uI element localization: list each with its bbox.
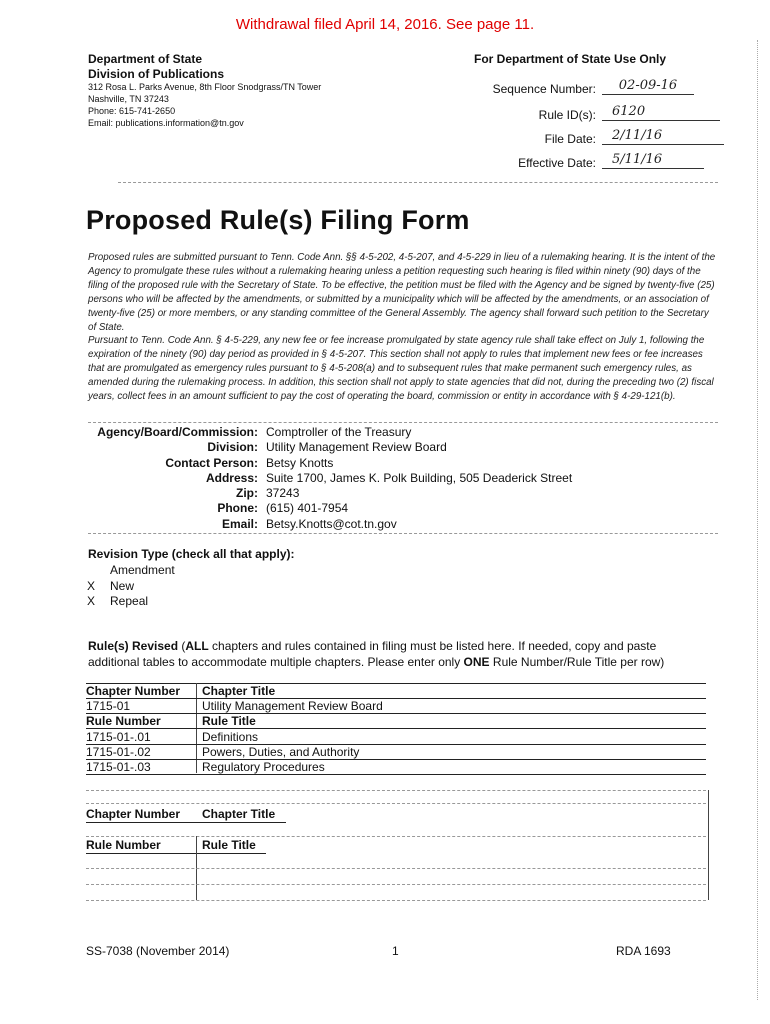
- office-division: Division of Publications: [88, 67, 225, 81]
- table1-row-border: [86, 759, 706, 760]
- table1-rule-title-header: Rule Title: [202, 714, 256, 728]
- office-city: Nashville, TN 37243: [88, 94, 169, 104]
- table1-rule-number-header: Rule Number: [86, 714, 161, 728]
- file-date-value: 2/11/16: [602, 128, 724, 145]
- table2-row-border: [86, 822, 286, 823]
- revision-new-label: New: [110, 579, 135, 593]
- table2-chapter-number-header: Chapter Number: [86, 807, 181, 821]
- agency-bottom-rule: [88, 533, 718, 534]
- rules-revised-one: ONE: [463, 655, 490, 669]
- rules-revised-heading: Rule(s) Revised (ALL chapters and rules contained in filing must be listed here. If needed, copy and paste additional tables to accommodate multiple chapters. Please enter only ONE Rule Number/Rule Title per row): [88, 639, 665, 669]
- division-label: Division:: [207, 440, 258, 454]
- table1-chapter-title-header: Chapter Title: [202, 684, 276, 698]
- zip-label: Zip:: [236, 486, 258, 500]
- office-email: Email: publications.information@tn.gov: [88, 118, 244, 128]
- contact-value: Betsy Knotts: [266, 456, 334, 470]
- contact-label: Contact Person:: [165, 456, 258, 470]
- effective-date-value: 5/11/16: [602, 152, 704, 169]
- table2-right-border: [708, 790, 709, 900]
- email-label: Email:: [221, 517, 258, 531]
- address-value: Suite 1700, James K. Polk Building, 505 Deaderick Street: [266, 471, 573, 485]
- rules-revised-text-2: additional tables to accommodate multiple chapters. Please enter only: [88, 655, 464, 669]
- use-only-title: For Department of State Use Only: [474, 52, 667, 66]
- effective-date-label: Effective Date:: [518, 156, 596, 170]
- phone-label: Phone:: [217, 501, 258, 515]
- table2-row-border: [86, 868, 706, 869]
- revision-new-mark[interactable]: X: [86, 579, 95, 593]
- table1-rule-title: Definitions: [202, 730, 259, 744]
- sequence-label: Sequence Number:: [492, 82, 596, 96]
- email-value: Betsy.Knotts@cot.tn.gov: [266, 517, 397, 531]
- sequence-value: 02-09-16: [602, 78, 694, 95]
- footer-form-id: SS-7038 (November 2014): [86, 944, 230, 958]
- table1-row-border: [86, 744, 706, 745]
- agency-top-rule: [88, 422, 718, 423]
- intro-paragraph-1: Proposed rules are submitted pursuant to Tenn. Code Ann. §§ 4-5-202, 4-5-207, and 4-5-229 in lieu of a rulemaking hearing. It is the intent of the Agency to promulgate these rules without a rulemaking hearing unless a petition requesting such hearing is filed within ninety (90) days of the filing of the proposed rule with the Secretary of State. To be effective, the petition must be filed with the Agency and be signed by twenty-five (25) persons who will be affected by the amendments, or submitted by a municipality which will be affected by the amendments, or an association of twenty-five (25) or more members, or any standing committee of the General Assembly. The agency shall forward such petition to the Secretary of State.: [88, 252, 716, 333]
- table1-rule-number: 1715-01-.03: [86, 760, 151, 774]
- division-value: Utility Management Review Board: [266, 440, 447, 454]
- table2-rule-number-header: Rule Number: [86, 838, 161, 852]
- intro-paragraph-2: Pursuant to Tenn. Code Ann. § 4-5-229, any new fee or fee increase promulgated by state agency rule shall take effect on July 1, following the expiration of the ninety (90) day period as provided in § 4-5-207. This section shall not apply to rules that implement new fees or fee increases that are promulgated as emergency rules pursuant to § 4-5-208(a) and to subsequent rules that make permanent such emergency rules, as amended during the rulemaking process. In addition, this section shall not apply to state agencies that did not, during the preceding two (2) fiscal years, collect fees in an amount sufficient to pay the cost of operating the board, commission or entity in accordance with § 4-29-121(b).: [88, 335, 714, 402]
- revision-amendment-label: Amendment: [110, 563, 175, 577]
- agency-value: Comptroller of the Treasury: [266, 425, 412, 439]
- table1-rule-number: 1715-01-.02: [86, 745, 151, 759]
- table2-row-border: [86, 884, 706, 885]
- table2-top-border: [86, 790, 706, 791]
- table1-rule-number: 1715-01-.01: [86, 730, 151, 744]
- table1-row-border: [86, 728, 706, 729]
- table1-row-border: [86, 698, 706, 699]
- agency-label: Agency/Board/Commission:: [97, 425, 258, 439]
- office-address: 312 Rosa L. Parks Avenue, 8th Floor Snodgrass/TN Tower: [88, 82, 322, 92]
- table2-row-border: [86, 803, 706, 804]
- rules-revised-text-3: Rule Number/Rule Title per row): [489, 655, 665, 669]
- table1-rule-title: Powers, Duties, and Authority: [202, 745, 360, 759]
- revision-repeal-mark[interactable]: X: [86, 594, 95, 608]
- table2-chapter-title-header: Chapter Title: [202, 807, 276, 821]
- rules-revised-all: ALL: [185, 639, 209, 653]
- form-title: Proposed Rule(s) Filing Form: [86, 205, 470, 235]
- header-divider: [118, 182, 718, 183]
- scan-edge-line: [757, 40, 758, 1000]
- table1-bottom-border: [86, 774, 706, 775]
- phone-value: (615) 401-7954: [266, 501, 349, 515]
- footer-rda: RDA 1693: [616, 944, 671, 958]
- table2-bottom-border: [86, 900, 706, 901]
- table1-chapter-number-header: Chapter Number: [86, 684, 181, 698]
- office-phone: Phone: 615-741-2650: [88, 106, 176, 116]
- table1-rule-title: Regulatory Procedures: [202, 760, 325, 774]
- table1-row-border: [86, 713, 706, 714]
- office-dept: Department of State: [88, 52, 203, 66]
- table2-row-border: [86, 853, 266, 854]
- table2-rule-title-header: Rule Title: [202, 838, 256, 852]
- table2-row-border: [86, 836, 706, 837]
- rules-revised-text-1: chapters and rules contained in filing must be listed here. If needed, copy and paste: [208, 639, 657, 653]
- revision-repeal-label: Repeal: [110, 594, 149, 608]
- file-date-label: File Date:: [544, 132, 596, 146]
- rule-id-label: Rule ID(s):: [538, 108, 596, 122]
- zip-value: 37243: [266, 486, 300, 500]
- rule-id-value: 6120: [602, 104, 720, 121]
- footer-page-number: 1: [392, 944, 399, 958]
- address-label: Address:: [205, 471, 258, 485]
- table1-chapter-number: 1715-01: [86, 699, 131, 713]
- table1-chapter-title: Utility Management Review Board: [202, 699, 383, 713]
- rules-revised-title: Rule(s) Revised: [88, 639, 179, 653]
- revision-heading: Revision Type (check all that apply):: [88, 547, 295, 561]
- withdrawal-notice: Withdrawal filed April 14, 2016. See page 11.: [235, 16, 535, 33]
